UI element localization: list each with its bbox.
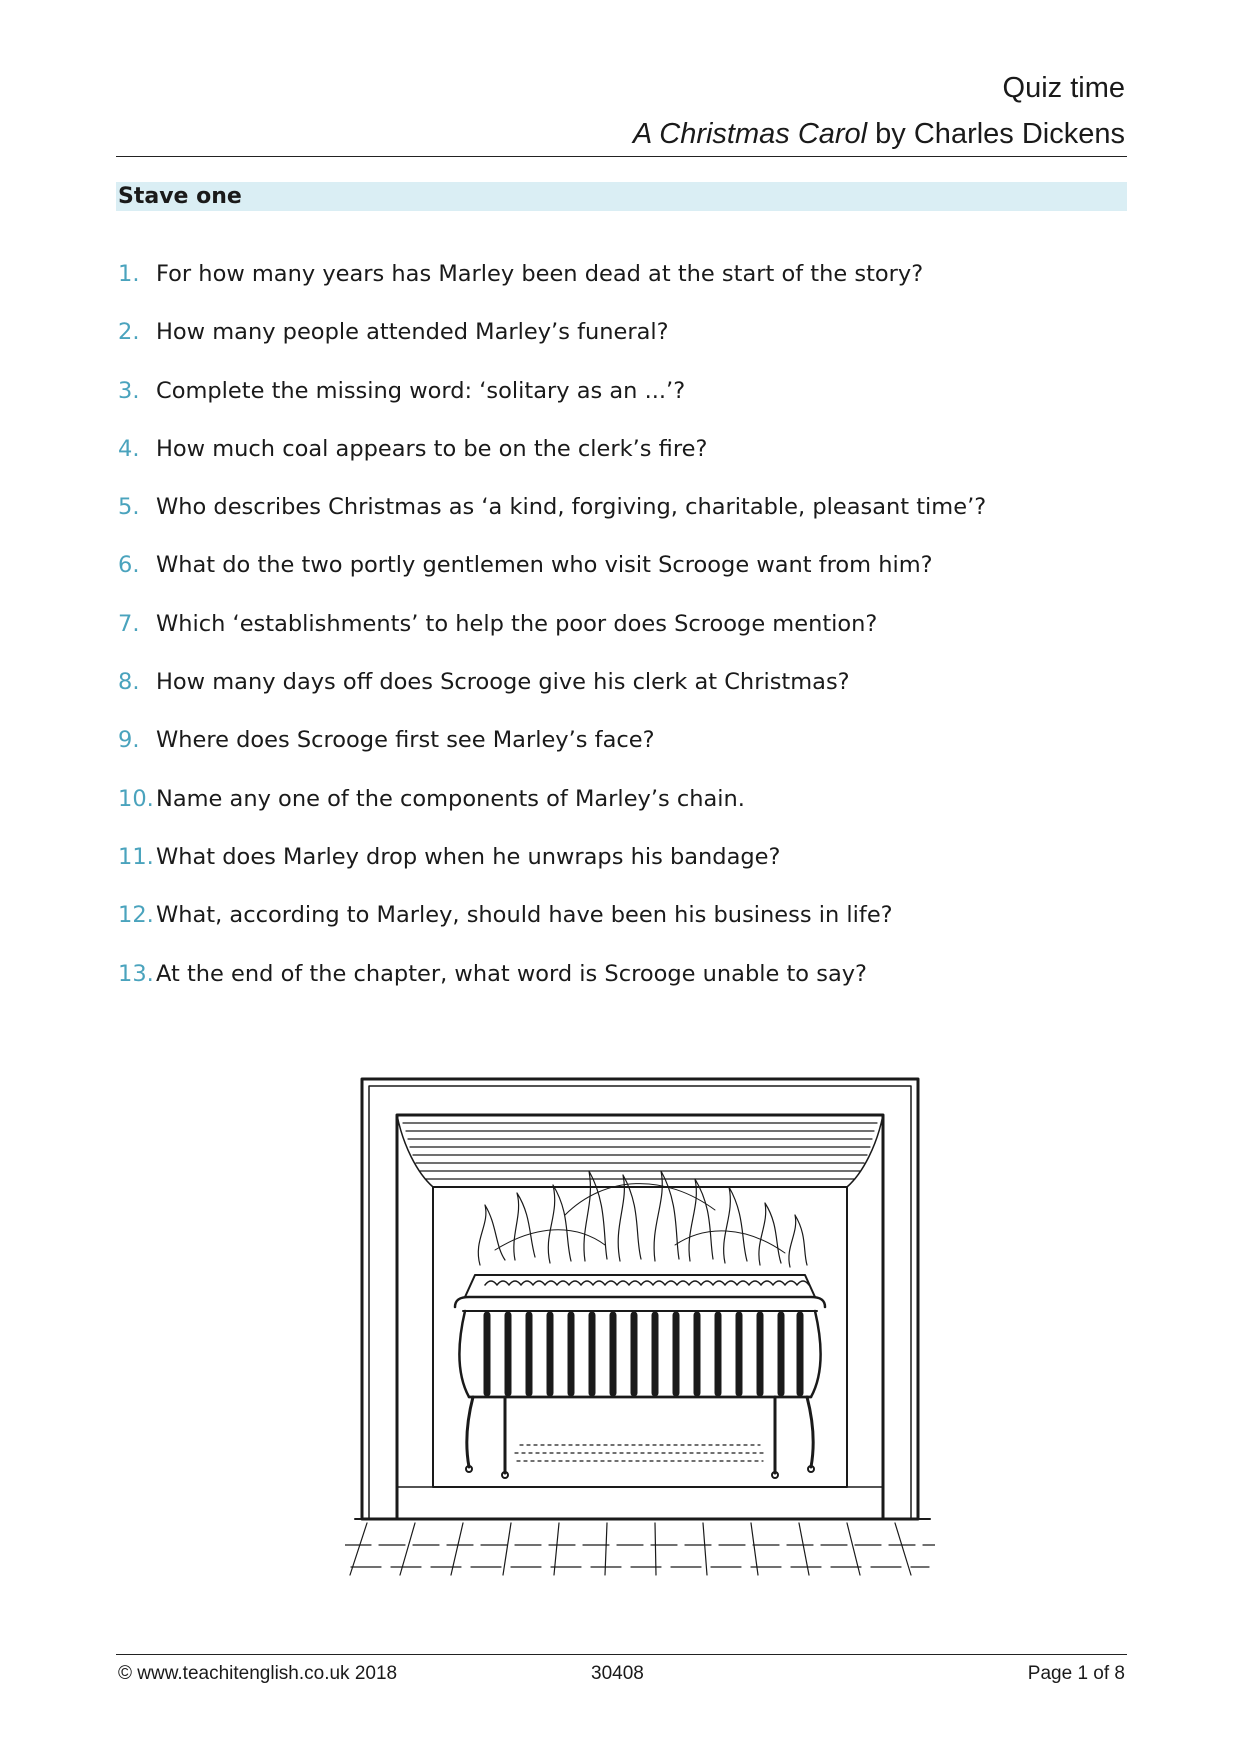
question-item: [118, 781, 1118, 839]
byline: by Charles Dickens: [867, 118, 1125, 150]
question-number: 4.: [118, 435, 140, 462]
question-text: How much coal appears to be on the clerk’s fire?: [156, 435, 708, 462]
page-header: [116, 68, 1127, 157]
question-item: [118, 606, 1118, 664]
question-number: 8.: [118, 669, 140, 696]
question-number: 11.: [118, 843, 154, 870]
question-number: 3.: [118, 377, 140, 404]
footer-copyright: © www.teachitenglish.co.uk 2018: [118, 1663, 398, 1684]
header-title: Quiz time: [1002, 72, 1125, 104]
question-text: What do the two portly gentlemen who visit Scrooge want from him?: [156, 552, 933, 579]
question-number: 6.: [118, 552, 140, 579]
question-item: [118, 956, 1118, 1014]
header-subtitle: [633, 118, 1125, 151]
question-number: 2.: [118, 319, 140, 346]
question-text: Complete the missing word: ‘solitary as an ...’?: [156, 377, 686, 404]
section-bar: [116, 182, 1127, 211]
question-text: How many people attended Marley’s funeral?: [156, 319, 669, 346]
question-text: What, according to Marley, should have been his business in life?: [156, 902, 893, 929]
question-item: [118, 489, 1118, 547]
question-item: [118, 839, 1118, 897]
page-footer: [116, 1654, 1127, 1689]
footer-page-number: Page 1 of 8: [1027, 1663, 1125, 1684]
question-text: Where does Scrooge first see Marley’s face?: [156, 727, 655, 754]
question-text: What does Marley drop when he unwraps his bandage?: [156, 843, 781, 870]
question-item: [118, 722, 1118, 780]
fireplace-illustration-icon: [345, 1075, 935, 1580]
question-text: Who describes Christmas as ‘a kind, forgiving, charitable, pleasant time’?: [156, 494, 987, 521]
question-number: 9.: [118, 727, 140, 754]
question-number: 1.: [118, 261, 140, 287]
question-text: At the end of the chapter, what word is Scrooge unable to say?: [156, 960, 867, 987]
question-number: 13.: [118, 960, 154, 987]
question-item: [118, 664, 1118, 722]
question-text: Which ‘establishments’ to help the poor does Scrooge mention?: [156, 610, 878, 637]
question-text: For how many years has Marley been dead at the start of the story?: [156, 261, 924, 287]
question-number: 7.: [118, 610, 140, 637]
question-number: 10.: [118, 785, 154, 812]
footer-code: 30408: [591, 1663, 644, 1684]
question-item: [118, 256, 1118, 314]
section-title: Stave one: [118, 184, 242, 209]
question-list: [118, 256, 1118, 1014]
question-item: [118, 431, 1118, 489]
question-item: [118, 897, 1118, 955]
question-text: How many days off does Scrooge give his clerk at Christmas?: [156, 669, 850, 696]
question-item: [118, 373, 1118, 431]
question-item: [118, 547, 1118, 605]
question-number: 12.: [118, 902, 154, 929]
question-number: 5.: [118, 494, 140, 521]
book-title: A Christmas Carol: [632, 118, 868, 150]
question-text: Name any one of the components of Marley’s chain.: [156, 785, 745, 812]
question-item: [118, 314, 1118, 372]
